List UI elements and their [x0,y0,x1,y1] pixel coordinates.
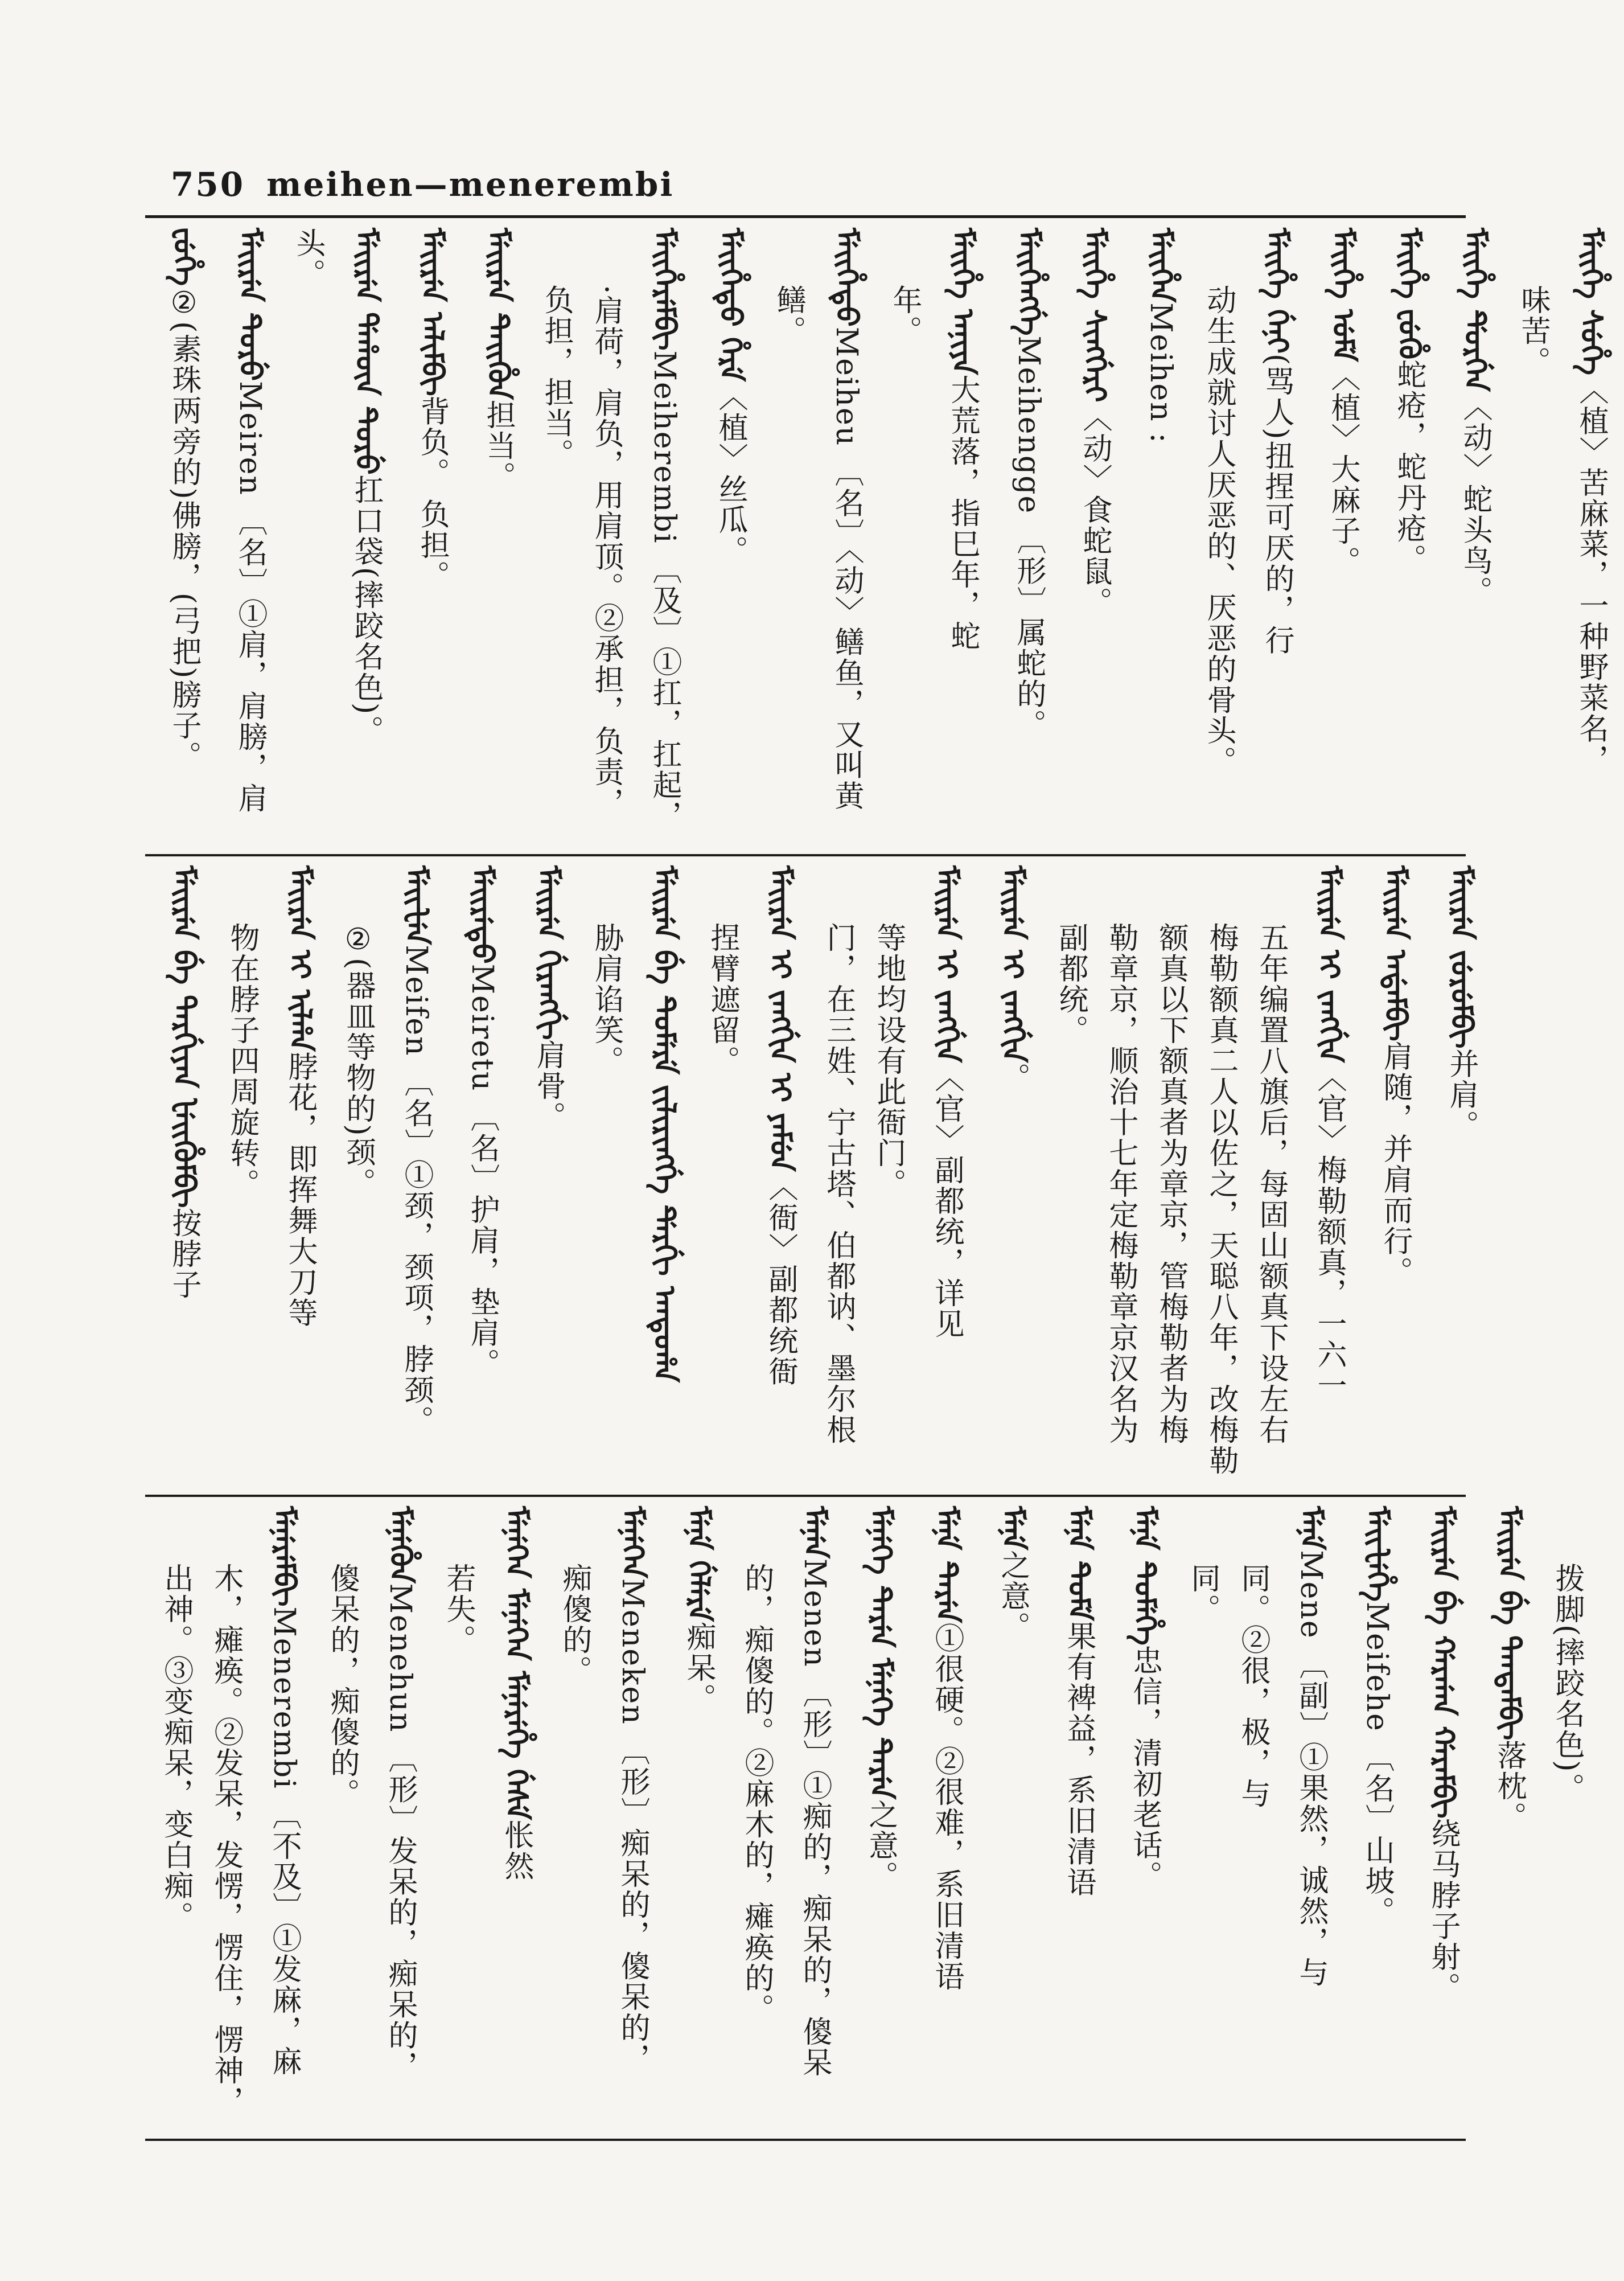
definition-text: 拨脚(摔跤名色)。 [1550,1563,1584,1804]
entry-line [914,865,980,1486]
definition-text: 。 [996,1062,1030,1094]
manchu-headword: ᠮᡝᡳᡥᡝ ᡶᡠᡥᡠ [1392,228,1426,360]
definition-text: 门，在三姓、宁古塔、伯都讷、墨尔根 [821,922,856,1445]
divider-rule-2 [145,1495,1466,1497]
manchu-headword: ᠮᡝᡳᡵᡝᠨ ᡨᡝᡳᡥᡠᠨ [481,228,516,400]
entry-line [333,865,383,1486]
definition-text: 大荒落，指巳年，蛇 [945,375,980,652]
definition-text: 按脖子 [167,1208,201,1301]
entry-line [267,865,333,1486]
entry-line [1558,228,1624,843]
entry-line [1146,865,1196,1486]
entry-line [1112,1506,1178,2127]
definition-text: Menen 〔形〕①痴的，痴呆的，傻呆 [797,1558,832,2078]
entry-line [1476,1506,1542,2127]
entry-line [531,228,581,843]
section-bottom [151,1506,1584,2127]
entry-line [980,865,1046,1486]
divider-rule-1 [145,854,1466,856]
manchu-headword: ᠮᡝᠨᡝᠨ [797,1506,832,1559]
definition-text: Meifen 〔名〕①颈，颈项，脖颈。 [399,945,433,1437]
entry-line [1062,228,1128,843]
definition-text: 若失。 [441,1563,475,1655]
entry-line [581,865,631,1486]
definition-text: 怅然 [499,1820,533,1882]
definition-text: 味苦。 [1516,285,1550,377]
manchu-headword: ᠮᡝᡳᡥᡝᡵᡝᠮᠪᡳ [647,228,682,351]
definition-text: 扛口袋(摔跤名色)。 [349,474,383,746]
definition-text: 肩随，并肩而行。 [1378,1041,1412,1287]
definition-text: 额真以下额真者为章京，管梅勒者为梅 [1154,922,1188,1445]
definition-text: Meiretu 〔名〕护肩，垫肩。 [465,963,499,1379]
entry-line [631,865,697,1486]
definition-text: 的，痴傻的。②麻木的，瘫痪的。 [739,1563,774,2024]
entry-line [782,1506,848,2127]
manchu-headword: ᠮᡝᡳᡥᡝ ᡠᠮᡝ [1326,228,1360,362]
entry-line [151,228,217,843]
manchu-headword: ᠮᡝᡳᡵᡝᠨ ᠪᡝ ᡨᡠᠮᡝᡵᡝ ᠵᡳᠯᡳᡵᡳᠩᡤᡝ ᡩᡝᡵᡤᡳ ᠠᠨᡨᡠᡥᠠ [647,865,682,1382]
definition-text: 五年编置八旗后，每固山额真下设左右 [1254,922,1288,1445]
entry-line [996,228,1062,843]
section-top [151,228,1609,843]
manchu-headword: ᠮᡝᡳᡵᡝᠨ ᠵᡠᡵᡠᠮᠪᡳ [1444,865,1479,1049]
entry-line [217,865,267,1486]
definition-text: 肩骨。 [531,1040,565,1133]
entry-line [665,1506,731,2127]
manchu-headword: ᠮᡝᡳᡥᡝ ᠰᡳᠩᡤᡝᡵᡳ [1078,228,1112,403]
manchu-headword: ᠮᡝᡳᡥᡝ ᡤᡝᠨᡳ [1260,228,1294,354]
definition-text: Meihen : [1144,302,1178,444]
manchu-headword: ᠮᡝᡳᡵᡝᠨ ᡩᠠᡥᡡᠨ ᡨᡠᡵᡠ [349,228,384,475]
entry-line [1046,865,1096,1486]
definition-text: ②(素珠两旁的)佛膀，(弓把)膀子。 [167,286,201,772]
entry-line [317,1506,367,2127]
entry-line [483,1506,549,2127]
definition-text: 〈官〉梅勒额真，一六一 [1312,1062,1346,1401]
page-number: 750 [171,165,245,204]
entry-line [747,865,813,1486]
definition-text: 〈植〉大麻子。 [1326,362,1360,577]
definition-text: 出神。③变痴呆，变白痴。 [159,1563,193,1932]
header-range: meihen—menerembi [266,165,675,204]
manchu-headword: ᠮᡝᡳᡵᡝᠨ ᡳ ᡳᠯᡥᠠ [283,865,318,1052]
definition-text: 〈官〉副都统，详见 [930,1062,964,1340]
manchu-headword: ᠮᡝᡳᡶᡝᡥᡝ [1360,1506,1395,1602]
entry-line [1428,865,1494,1486]
entry-line [848,1506,914,2127]
definition-text: 勒章京，顺治十七年定梅勒章京汉名为 [1104,922,1138,1445]
definition-text: ①很硬。②很难，系旧清语 [930,1623,964,1992]
entry-line [383,865,449,1486]
entry-line [879,228,930,843]
section-bottom-columns [151,1506,1592,2127]
definition-text: 鳝。 [771,285,805,346]
entry-line [631,228,697,843]
definition-text: 负担，担当。 [539,285,573,469]
definition-text: Menehun 〔形〕发呆的，痴呆的， [383,1583,417,2082]
entry-line [1442,228,1508,843]
entry-line [251,1506,317,2127]
definition-text: 脖花，即挥舞大刀等 [283,1051,317,1328]
definition-text: 副都统。 [1054,922,1088,1045]
entry-line [1228,1506,1278,2127]
entry-line [930,228,996,843]
entry-line [449,865,515,1486]
definition-text: 之意。 [864,1799,898,1892]
manchu-headword: ᠮᡝᡳᡵᡝᠨ ᡤᡳᡵᠠᠩᡤᡳ [531,865,566,1040]
manchu-headword: ᠮᡝᡳᡵᡝᠨ ᠪᡝ ᡨᠠᠨᡨᠠᠮᠪᡳ [1492,1506,1527,1741]
entry-line [1046,1506,1112,2127]
definition-text: Meiheu 〔名〕〈动〉鳝鱼，又叫黄 [829,326,864,811]
entry-line [399,228,465,843]
definition-text: 〈植〉丝瓜。 [713,381,747,567]
definition-text: 同。 [1186,1563,1220,1624]
manchu-headword: ᠮᡝᠨᡝᡴᡝᠨ [615,1506,650,1578]
manchu-headword: ᠮᡝᡳᡵᡝᡨᡠ [465,865,500,964]
entry-line [914,1506,980,2127]
entry-line [1178,1506,1228,2127]
definition-text: Meifehe 〔名〕山坡。 [1360,1601,1394,1927]
manchu-headword: ᠮᡝᠨᡝ [996,1506,1030,1550]
definition-text: 〈动〉蛇头鸟。 [1458,391,1492,607]
manchu-headword: ᠮᡝᡳᡥᡝ ᡩᡠᡵᡤᡝᠨ [1458,228,1493,392]
entry-line [731,1506,782,2127]
entry-line [1376,228,1442,843]
manchu-headword: ᠮᡝᡳᡥᡝᠨ [1144,228,1178,303]
definition-text: 物在脖子四周旋转。 [225,922,259,1199]
entry-line [1196,865,1246,1486]
manchu-headword: ᠮᡝᠨᡝ ᡨᡝᡵᡝᠨ [930,1506,964,1623]
entry-line [1362,865,1428,1486]
entry-line [1128,228,1194,843]
header-rule [145,215,1466,218]
entry-line [864,865,914,1486]
section-top-columns [151,228,1624,843]
entry-line [1246,865,1296,1486]
manchu-headword: ᠮᡝᡳᡥᡝᡨᡠ ᡥᡝᡵᡝ [713,228,748,382]
definition-text: 动生成就讨人厌恶的、厌恶的骨头。 [1202,285,1236,777]
definition-text: Menerembi 〔不及〕①发麻，麻 [267,1606,301,2077]
definition-text: 并肩。 [1444,1048,1478,1141]
definition-text: 之意。 [996,1550,1030,1643]
manchu-headword: ᠮᡝᡳᡥᡝᠩᡤᡝ [1012,228,1046,336]
manchu-headword: ᠮᡝᠨᡝ ᡤᡝᠯᡝᡵᡝ [681,1506,716,1622]
bottom-rule [145,2139,1466,2141]
entry-line [333,228,399,843]
manchu-headword: ᠮᡝᠨᡝᡴᡝ ᡨᡝᡵᡝᠨ ᠮᡝᠨᡝᡴᡝ ᡨᡝᡵᡝᠨ [864,1506,898,1800]
definition-text: 胁肩谄笑。 [589,922,623,1076]
entry-line [1278,1506,1344,2127]
definition-text: 担当。 [481,400,515,493]
entry-line [813,865,864,1486]
manchu-headword: ᠮᡝᡳᡥᡝ ᠠᠨᡳᠶᠠ [945,228,980,375]
definition-text: Mene 〔副〕①果然，诚然，与 [1294,1550,1328,1988]
definition-text: 绕马脖子射。 [1426,1818,1460,2003]
running-header [171,165,674,204]
manchu-headword: ᠮᡝᠨᡝ ᡨᡠᠮᡝ [1062,1506,1096,1621]
entry-line [1244,228,1310,843]
definition-text: 傻呆的，痴傻的。 [325,1563,359,1809]
definition-text: 落枕。 [1492,1740,1526,1833]
section-middle-columns [151,865,1494,1486]
manchu-headword: ᠮᡝᠨᡝᡵᡝᠮᠪᡳ [267,1506,302,1607]
manchu-headword: ᠮᡝᡳᡵᡝᠨ ᠪᡝ ᡨᠠᡵᡤᡳᠶᠠᠨ ᡶᡝᡳᡥᡠᠮᠪᡳ [167,865,202,1208]
definition-text: 等地均设有此衙门。 [871,922,906,1199]
manchu-headword: ᠮᡝᠨᡝ [1294,1506,1329,1550]
manchu-headword: ᠮᡝᡳᡵᡝᠨ ᠠᡩᠠᠮᠪᡳ [1378,865,1413,1041]
definition-text: 〈动〉食蛇鼠。 [1078,402,1112,618]
definition-text: Meiren 〔名〕①肩，肩膀，肩头。 [233,228,325,814]
entry-line [151,1506,201,2127]
manchu-headword: ᠮᡝᡳᡶᡝᠨ [399,865,434,945]
definition-text: Meiherembi 〔及〕①扛，扛起， [647,350,681,831]
manchu-headword: ᡶᡠᡥᡝ [167,228,202,286]
manchu-headword: ᠮᡝᠨᡝᡴᡝᠨ ᠮᡝᠨᡝᡴᡝᠨ ᠮᡝᠨᡝᡵᡝᡥᡝ ᡤᡝᠰᡝ [499,1506,534,1820]
entry-line [549,1506,599,2127]
entry-line [697,228,763,843]
entry-line [581,228,631,843]
manchu-headword: ᠮᡝᡳᡵᡝᠨ ᡳ ᠵᠠᠩᡤᡳᠨ ᡳ ᠶᠠᠮᡠᠨ [763,865,798,1172]
definition-text: 痴傻的。 [557,1563,591,1686]
entry-line [465,228,531,843]
entry-line [201,1506,251,2127]
definition-text: ②(器皿等物的)颈。 [341,922,375,1199]
manchu-headword: ᠮᡝᡳᡵᡝᠨ ᡳ ᠵᠠᠩᡤᡳᠨ [996,865,1030,1063]
definition-text: 蛇疮，蛇丹疮。 [1392,359,1426,575]
manchu-headword: ᠮᡝᡳᡵᡝᠨ ᡳ ᠵᠠᠩᡤᡳᠨ [1312,865,1347,1063]
entry-line [1508,228,1558,843]
definition-text: Meneken 〔形〕痴呆的，傻呆的， [615,1578,649,2074]
definition-text: 捏臂遮留。 [705,922,739,1076]
definition-text: ·肩荷，肩负，用肩顶。②承担，负责， [589,285,623,818]
entry-line [1410,1506,1476,2127]
entry-line [1096,865,1146,1486]
definition-text: 果有裨益，系旧清语 [1062,1621,1096,1898]
entry-line [1542,1506,1592,2127]
entry-line [813,228,879,843]
definition-text: 木，瘫痪。②发呆，发愣，愣住，愣神， [209,1563,243,2116]
definition-text: 同。②很，极，与 [1236,1563,1270,1809]
entry-line [217,228,333,843]
entry-line [1310,228,1376,843]
definition-text: 忠信，清初老话。 [1128,1645,1162,1892]
definition-text: Meihengge 〔形〕属蛇的。 [1012,335,1046,740]
definition-text: 背负。 负担。 [415,396,449,592]
definition-text: 梅勒额真二人以佐之，天聪八年，改梅勒 [1204,922,1238,1476]
definition-text: (骂人)扭捏可厌的，行 [1260,354,1294,656]
manchu-headword: ᠮᡝᡳᡵᡝᠨ ᡳ ᠵᠠᠩᡤᡳᠨ [930,865,964,1063]
entry-line [515,865,581,1486]
manchu-headword: ᠮᡝᡳᡵᡝᠨ ᠠᠯᡳᠮᠪᡳ [415,228,450,396]
section-middle [151,865,1479,1486]
manchu-headword: ᠮᡝᡳᡥᡝ ᠰᡠᡥᡝ [1574,228,1609,375]
manchu-headword: ᠮᡝᡳᡵᡝᠨ ᡨᡠᡵᡠ [233,228,268,381]
entry-line [763,228,813,843]
entry-line [1194,228,1244,843]
definition-text: 〈衙〉副都统衙 [763,1171,797,1387]
definition-text: 〈植〉苦麻菜，一种野菜名， [1574,375,1608,775]
entry-line [980,1506,1046,2127]
entry-line [151,865,217,1486]
entry-line [1344,1506,1410,2127]
manchu-headword: ᠮᡝᠨᡝᡥᡠᠨ [383,1506,418,1583]
entry-line [367,1506,433,2127]
definition-text: 年。 [887,285,922,346]
entry-line [433,1506,483,2127]
entry-line [1296,865,1362,1486]
manchu-headword: ᠮᡝᡳᡵᡝᠨ ᠪᡝ ᡤᠠᡵᡤᠠᠨ ᡤᠠᡵᠠᠮᠪᡳ [1426,1506,1461,1819]
entry-line [599,1506,665,2127]
manchu-headword: ᠮᡝᡳᡥᡝᡨᡠ [829,228,864,327]
definition-text: 痴呆。 [681,1622,716,1714]
manchu-headword: ᠮᡝᠨᡝ ᡨᡠᠮᡝᡥᡝ [1128,1506,1162,1646]
entry-line [697,865,747,1486]
